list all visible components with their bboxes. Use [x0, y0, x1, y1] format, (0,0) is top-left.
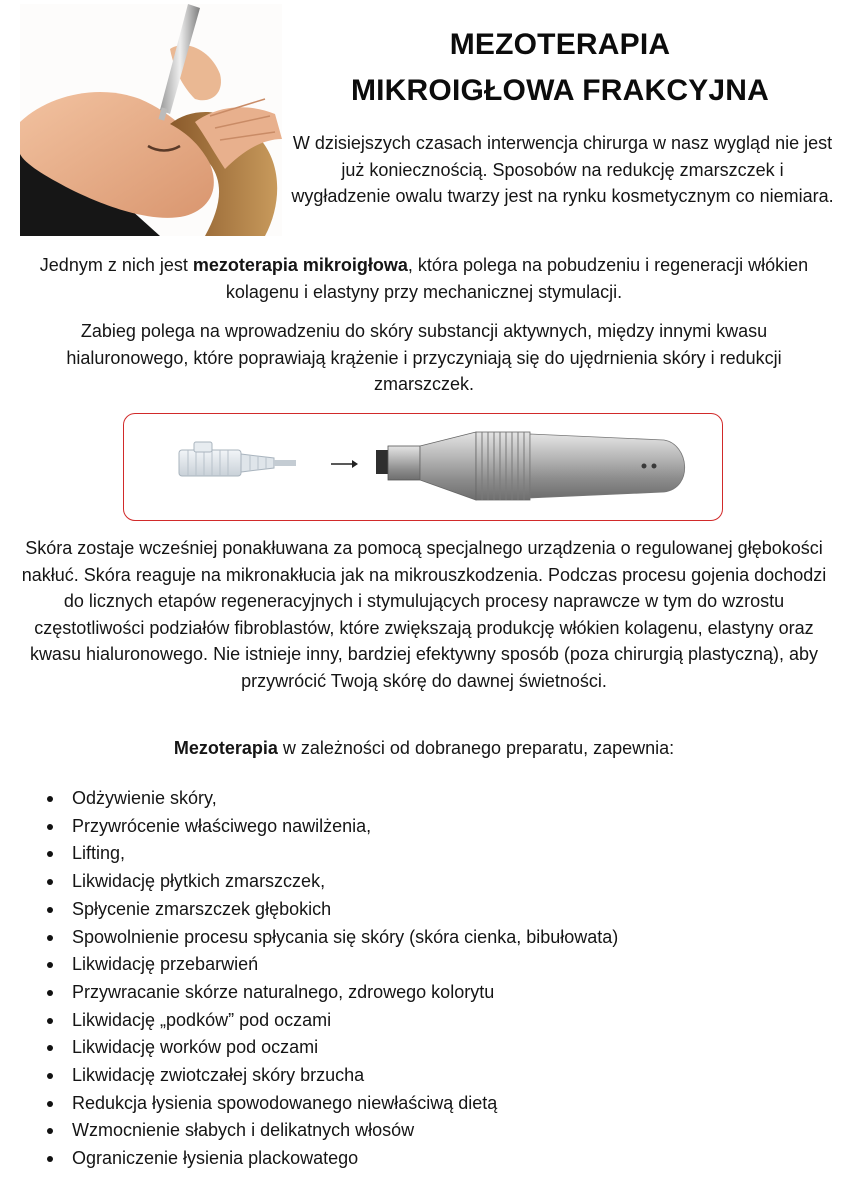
bullet-icon [47, 1156, 53, 1162]
paragraph-benefits-intro [20, 735, 828, 762]
dermapen-device [376, 432, 685, 500]
list-item-text: Likwidację przebarwień [72, 954, 259, 975]
bullet-icon [47, 1101, 53, 1107]
list-item-text: Odżywienie skóry, [72, 788, 217, 808]
paragraph-proces [14, 535, 834, 694]
bullet-icon [47, 1073, 53, 1079]
list-item-text: Ograniczenie łysienia plackowatego [72, 1148, 359, 1169]
list-item [44, 951, 824, 979]
title-line-2: MIKROIGŁOWA FRAKCYJNA [350, 74, 770, 107]
list-item [44, 813, 824, 841]
needle-cartridge [179, 442, 296, 476]
list-item [44, 979, 824, 1007]
list-item-text: Spowolnienie procesu spłycania się skóry (skóra cienka, bibułowata) [72, 926, 619, 947]
bullet-icon [47, 1128, 53, 1134]
page-title [300, 22, 820, 114]
device-illustration-frame [123, 413, 723, 521]
list-item [44, 868, 824, 896]
list-item-text: Likwidację zwiotczałej skóry brzucha [72, 1065, 365, 1086]
paragraph-text: Skóra zostaje wcześniej ponakłuwana za pomocą specjalnego urządzenia o regulowanej głębokości nakłuć. Skóra reaguje na mikronakłucia jak na mikrouszkodzenia. Podczas procesu gojenia dochodzi do licznych etapów regeneracyjnych i stymulujących procesy naprawcze w tym do wzrostu częstotliwości podziałów fibroblastów, które zwiększają produkcję włókien kolagenu, elastyny oraz kwasu hialuronowego. [21, 538, 827, 664]
list-item [44, 785, 824, 813]
list-item-text: Likwidację „podków” pod oczami [72, 1009, 332, 1030]
paragraph-text: Jednym z nich jest [39, 255, 193, 275]
bullet-icon [47, 1045, 53, 1051]
list-item-text: Wzmocnienie słabych i delikatnych włosów [72, 1120, 415, 1141]
paragraph-bold-term: Mezoterapia [173, 738, 278, 758]
bullet-icon [47, 851, 53, 857]
list-item-text: Likwidację worków pod oczami [72, 1037, 319, 1058]
bullet-icon [47, 796, 53, 802]
bullet-icon [47, 907, 53, 913]
treatment-photo [20, 4, 282, 236]
list-item-text: Redukcja łysienia spowodowanego niewłaściwą dietą [72, 1092, 498, 1113]
list-item [44, 924, 824, 952]
bullet-icon [47, 935, 53, 941]
paragraph-text: , która polega na pobudzeniu i regeneracji włókien kolagenu i elastyny przy mechanicznej stymulacji. [225, 255, 809, 302]
list-item-text: Lifting, [72, 843, 126, 864]
title-line-1: MEZOTERAPIA [449, 28, 671, 61]
list-item-text: Przywrócenie właściwego nawilżenia, [72, 815, 372, 836]
list-item [44, 840, 824, 868]
paragraph-text: w zależności od dobranego preparatu, zapewnia: [277, 738, 675, 758]
list-item [44, 1117, 824, 1145]
list-item-text: Przywracanie skórze naturalnego, zdrowego kolorytu [72, 981, 495, 1002]
benefits-list [44, 785, 824, 1173]
right-arrow-icon [331, 460, 358, 468]
paragraph-zabieg: Zabieg polega na wprowadzeniu do skóry substancji aktywnych, między innymi kwasu hialuronowego, które poprawiają krążenie i przyczyniają się do ujędrnienia skóry i redukcji zmarszczek. [66, 321, 782, 394]
bullet-icon [47, 824, 53, 830]
bullet-icon [47, 990, 53, 996]
paragraph-bold-term: mezoterapia mikroigłowa [192, 255, 408, 275]
list-item [44, 1034, 824, 1062]
list-item [44, 896, 824, 924]
list-item [44, 1007, 824, 1035]
list-item [44, 1062, 824, 1090]
paragraph-mikroiglowa [20, 252, 828, 305]
bullet-icon [47, 879, 53, 885]
bullet-icon [47, 962, 53, 968]
bullet-icon [47, 1018, 53, 1024]
list-item-text: Spłycenie zmarszczek głębokich [72, 898, 332, 919]
intro-paragraph: W dzisiejszych czasach interwencja chirurga w nasz wygląd nie jest już koniecznością. Sposobów na redukcję zmarszczek i wygładzenie owalu twarzy jest na rynku kosmetycznym co niemiara. [291, 133, 834, 206]
list-item [44, 1145, 824, 1173]
list-item-text: Likwidację płytkich zmarszczek, [72, 871, 326, 892]
paragraph-text: Nie istnieje inny, bardziej efektywny sposób (poza chirurgią plastyczną), aby przywrócić Twoją skórę do dawnej świetności. [213, 644, 819, 691]
list-item [44, 1090, 824, 1118]
